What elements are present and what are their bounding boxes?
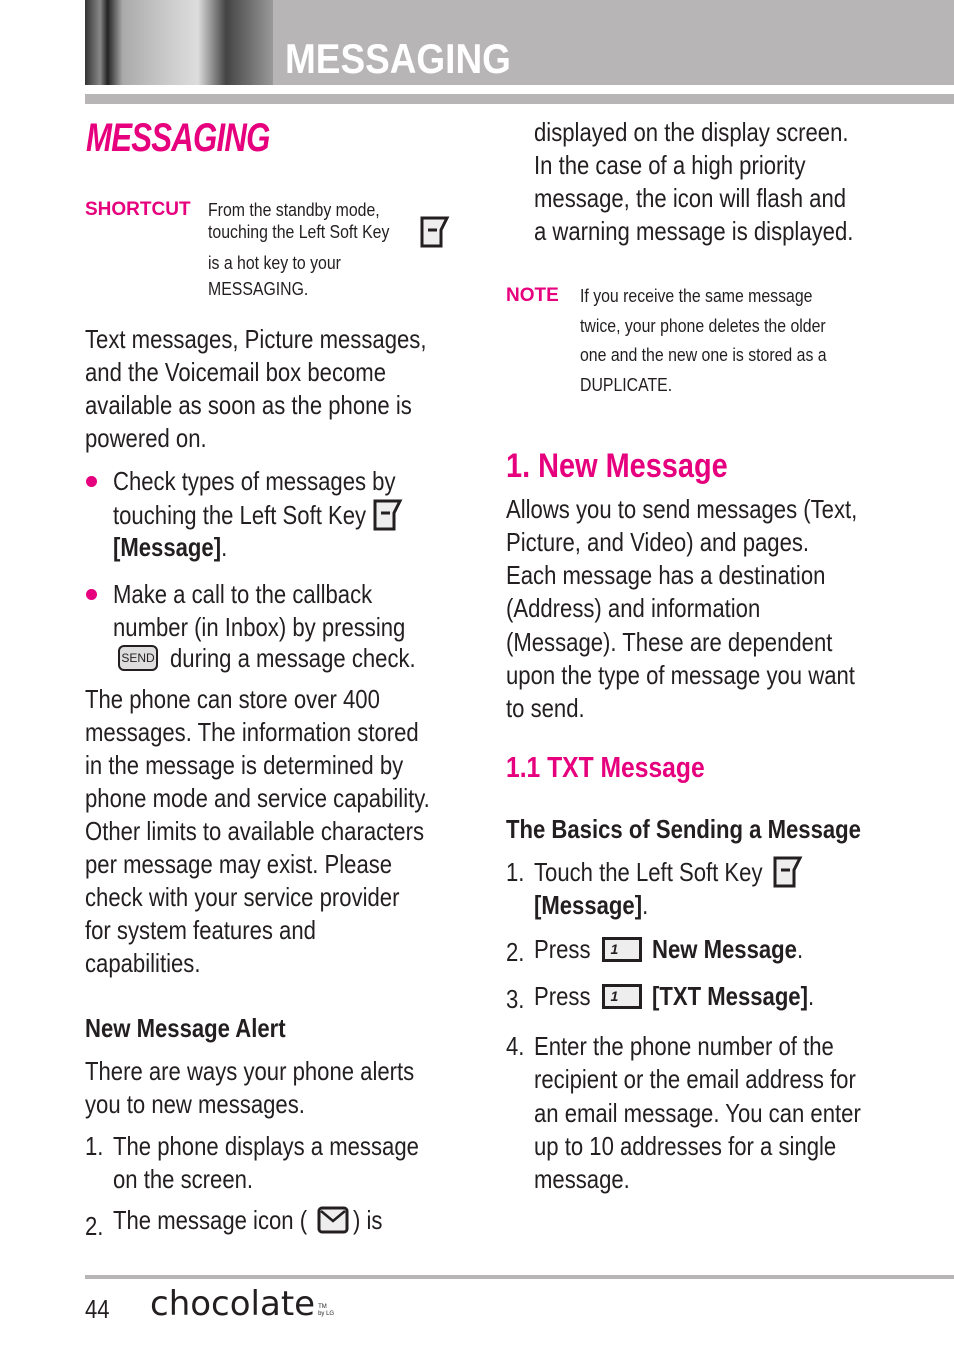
step-line — [534, 856, 803, 888]
section-title: MESSAGING — [86, 116, 270, 160]
list-text: up to 10 addresses for a single — [534, 1131, 837, 1161]
brand-logo: chocolate — [150, 1284, 316, 1324]
header-title: MESSAGING — [285, 35, 511, 82]
brand-logo-group — [150, 1285, 334, 1323]
bullet-line — [118, 645, 459, 671]
bullet-line — [113, 499, 403, 531]
brand-sub: by LG — [318, 1311, 335, 1317]
note-label: NOTE — [506, 285, 559, 306]
list-text: The message icon ( — [113, 1205, 308, 1235]
bullet-icon — [86, 589, 97, 600]
body-text: per message may exist. Please — [85, 849, 393, 879]
left-soft-key-icon — [773, 856, 803, 888]
note-text: twice, your phone deletes the older — [580, 316, 826, 336]
body-text: (Address) and information — [506, 593, 761, 623]
punctuation: . — [808, 981, 815, 1011]
left-soft-key-icon — [373, 499, 403, 531]
list-number: 1. — [85, 1131, 104, 1161]
list-text — [652, 936, 803, 962]
body-text: Picture, and Video) and pages. — [506, 527, 810, 557]
send-key-icon: SEND — [118, 645, 158, 671]
list-text: ) is — [353, 1205, 383, 1235]
step-line — [534, 936, 830, 962]
heading-txt-message: 1.1 TXT Message — [506, 752, 705, 784]
body-text: message, the icon will flash and — [534, 183, 847, 213]
intro-text: Text messages, Picture messages, — [85, 324, 427, 354]
left-soft-key-icon — [420, 216, 450, 248]
body-text: Allows you to send messages (Text, — [506, 494, 858, 524]
body-text: displayed on the display screen. — [534, 117, 849, 147]
list-text — [652, 983, 814, 1009]
body-text: you to new messages. — [85, 1089, 305, 1119]
bullet-text: number (in Inbox) by pressing — [113, 612, 406, 642]
shortcut-text: From the standby mode, — [208, 200, 380, 220]
brand-marks — [318, 1304, 334, 1323]
list-number: 3. — [506, 984, 525, 1014]
header-rule — [85, 94, 954, 104]
shortcut-text: touching the Left Soft Key — [208, 222, 390, 242]
list-text: The phone displays a message — [113, 1131, 419, 1161]
bullet-text: touching the Left Soft Key — [113, 500, 367, 530]
list-line — [113, 1206, 388, 1234]
list-text — [534, 892, 648, 918]
key-1-icon: 1 — [602, 937, 642, 962]
punctuation: . — [797, 934, 804, 964]
list-text: Press — [534, 934, 591, 964]
punctuation: . — [221, 532, 228, 562]
bullet-text — [113, 534, 227, 560]
body-text: Each message has a destination — [506, 560, 826, 590]
note-text: DUPLICATE. — [580, 375, 673, 395]
list-number: 2. — [85, 1211, 104, 1241]
body-text: messages. The information stored — [85, 717, 419, 747]
body-text: (Message). These are dependent — [506, 627, 833, 657]
footer-rule — [85, 1275, 954, 1279]
body-text: upon the type of message you want — [506, 660, 855, 690]
shortcut-text: is a hot key to your — [208, 253, 341, 273]
intro-text: available as soon as the phone is — [85, 390, 412, 420]
list-text: Touch the Left Soft Key — [534, 857, 763, 887]
list-number: 4. — [506, 1031, 525, 1061]
intro-text: powered on. — [85, 423, 207, 453]
list-text: Press — [534, 981, 591, 1011]
shortcut-text: MESSAGING. — [208, 279, 309, 299]
body-text: phone mode and service capability. — [85, 783, 430, 813]
intro-text: and the Voicemail box become — [85, 357, 387, 387]
list-text: Enter the phone number of the — [534, 1031, 834, 1061]
bullet-icon — [86, 476, 97, 487]
note-text: one and the new one is stored as a — [580, 345, 827, 365]
list-text: message. — [534, 1164, 630, 1194]
body-text: Other limits to available characters — [85, 816, 425, 846]
page-number: 44 — [85, 1294, 110, 1324]
message-bold: [Message] — [534, 890, 643, 920]
subheading: New Message Alert — [85, 1013, 286, 1043]
shortcut-label: SHORTCUT — [85, 199, 191, 220]
body-text: There are ways your phone alerts — [85, 1056, 415, 1086]
note-text: If you receive the same message — [580, 286, 813, 306]
list-number: 2. — [506, 937, 525, 967]
bullet-text: Make a call to the callback — [113, 579, 373, 609]
body-text: for system features and — [85, 915, 316, 945]
body-text: check with your service provider — [85, 882, 400, 912]
body-text: The phone can store over 400 — [85, 684, 380, 714]
body-text: a warning message is displayed. — [534, 216, 854, 246]
bullet-text: Check types of messages by — [113, 466, 396, 496]
subheading: The Basics of Sending a Message — [506, 814, 861, 844]
brand-tm: TM — [318, 1304, 327, 1310]
shortcut-line — [208, 216, 450, 248]
body-text: in the message is determined by — [85, 750, 404, 780]
list-text: an email message. You can enter — [534, 1098, 861, 1128]
envelope-icon — [317, 1206, 349, 1234]
header-photo — [85, 0, 273, 85]
list-number: 1. — [506, 857, 525, 887]
body-text: In the case of a high priority — [534, 150, 806, 180]
list-text: recipient or the email address for — [534, 1064, 856, 1094]
body-text: to send. — [506, 693, 585, 723]
heading-new-message: 1. New Message — [506, 447, 728, 485]
message-bold: [Message] — [113, 532, 222, 562]
key-1-icon: 1 — [602, 984, 642, 1009]
body-text: capabilities. — [85, 948, 201, 978]
new-message-bold: New Message — [652, 934, 798, 964]
bullet-text: during a message check. — [170, 643, 416, 673]
txt-message-bold: [TXT Message] — [652, 981, 809, 1011]
step-line — [534, 983, 843, 1009]
punctuation: . — [642, 890, 649, 920]
list-text: on the screen. — [113, 1164, 254, 1194]
